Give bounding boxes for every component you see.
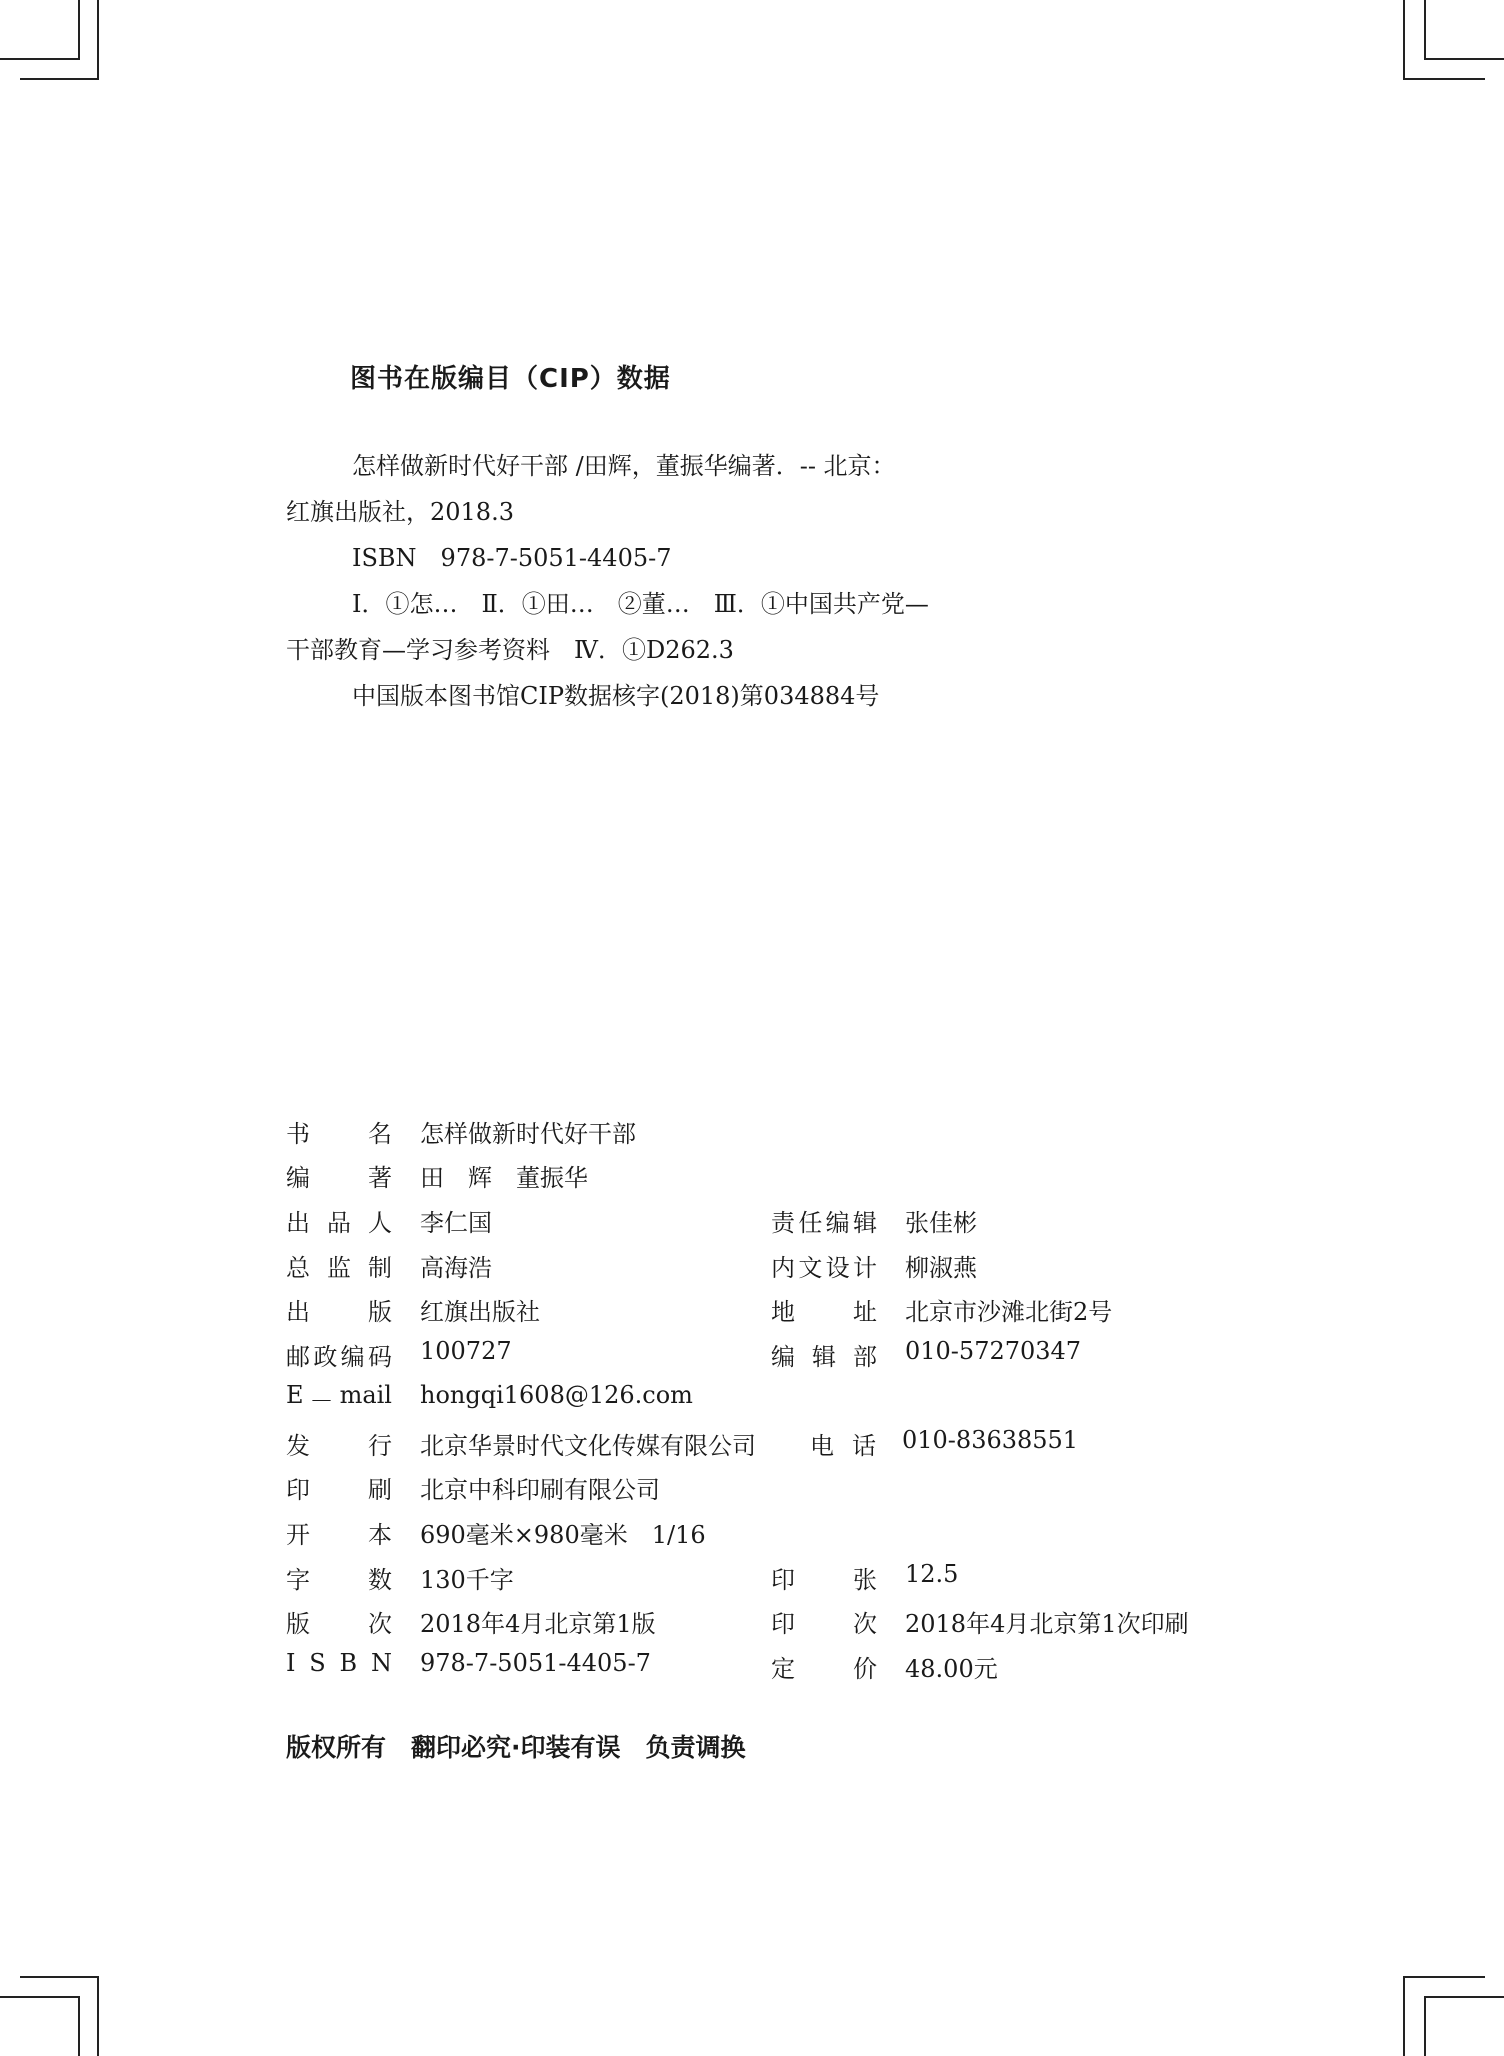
info-label-char: 次 [853, 1610, 877, 1638]
info-value: 100727 [420, 1337, 512, 1365]
info-value: 北京中科印刷有限公司 [420, 1476, 660, 1504]
cip-line: ISBN 978-7-5051-4405-7 [352, 544, 672, 572]
info-label-char: mail [339, 1381, 392, 1409]
info-label-char: 政 [313, 1343, 338, 1371]
info-value-right: 柳淑燕 [905, 1254, 977, 1282]
info-label-char: 印 [286, 1476, 310, 1504]
info-label-char: 文 [798, 1254, 823, 1282]
info-label-char: 编 [340, 1343, 365, 1371]
info-label-char: 电 [810, 1432, 834, 1460]
info-label-char: 张 [853, 1566, 877, 1594]
info-label-char: 价 [853, 1655, 877, 1683]
info-value: 2018年4月北京第1版 [420, 1610, 656, 1638]
info-label-char: 版 [286, 1610, 310, 1638]
cip-line: 中国版本图书馆CIP数据核字(2018)第034884号 [352, 682, 880, 710]
info-label-right [771, 1292, 877, 1327]
info-label-char: 编 [771, 1343, 795, 1371]
info-value-right: 张佳彬 [905, 1209, 977, 1237]
info-label-char: 行 [368, 1432, 392, 1460]
info-value: 怎样做新时代好干部 [420, 1120, 636, 1148]
info-label-right [771, 1203, 877, 1238]
cip-line: 红旗出版社，2018.3 [286, 498, 514, 526]
info-label-char: 部 [853, 1343, 877, 1371]
info-label-char: 书 [286, 1120, 310, 1148]
info-label-char: 责 [771, 1209, 795, 1237]
info-label-char: 名 [368, 1120, 392, 1148]
info-label-char: 辑 [812, 1343, 836, 1371]
info-label-char: 字 [286, 1566, 310, 1594]
info-label-char: 著 [368, 1164, 392, 1192]
info-label-right [771, 1560, 877, 1595]
info-label-right [771, 1248, 877, 1283]
info-label-char: 计 [852, 1254, 877, 1282]
info-label-char: 监 [327, 1254, 351, 1282]
info-label [286, 1604, 392, 1639]
info-label-char: 地 [771, 1298, 795, 1326]
info-label-char: N [370, 1649, 392, 1677]
info-label-char: 品 [327, 1209, 351, 1237]
info-label-char: 辑 [852, 1209, 877, 1237]
info-label [286, 1560, 392, 1595]
info-label-char: 编 [825, 1209, 850, 1237]
info-label-char: 址 [853, 1298, 877, 1326]
info-label-char: 刷 [368, 1476, 392, 1504]
info-value: 红旗出版社 [420, 1298, 540, 1326]
info-label-char: 邮 [286, 1343, 310, 1371]
info-label-char: 定 [771, 1655, 795, 1683]
cip-line: 怎样做新时代好干部 /田辉，董振华编著．-- 北京： [352, 452, 896, 480]
info-label-char: 印 [771, 1610, 795, 1638]
info-label-char: 设 [825, 1254, 850, 1282]
info-label [286, 1337, 392, 1372]
info-value-right: 北京市沙滩北街2号 [905, 1298, 1113, 1326]
info-label-char: S [309, 1649, 326, 1677]
info-label [286, 1114, 392, 1149]
info-label-char: 发 [286, 1432, 310, 1460]
info-label-char: 数 [368, 1566, 392, 1594]
info-label-char: 次 [368, 1610, 392, 1638]
info-label [286, 1292, 392, 1327]
info-label-char: 编 [286, 1164, 310, 1192]
info-value-right: 48.00元 [905, 1655, 998, 1683]
info-value: 田 辉 董振华 [420, 1164, 588, 1192]
cip-line: 干部教育—学习参考资料 Ⅳ．①D262.3 [286, 636, 734, 664]
info-value: hongqi1608@126.com [420, 1381, 693, 1409]
info-label-right [771, 1337, 877, 1372]
info-value-right: 12.5 [905, 1560, 959, 1588]
info-label-char: 制 [368, 1254, 392, 1282]
info-label-char: 印 [771, 1566, 795, 1594]
info-label-char: 开 [286, 1521, 310, 1549]
info-value: 高海浩 [420, 1254, 492, 1282]
info-value: 978-7-5051-4405-7 [420, 1649, 651, 1677]
info-label-char: － [309, 1387, 334, 1415]
info-label [286, 1248, 392, 1283]
info-label-char: 版 [368, 1298, 392, 1326]
info-label [286, 1470, 392, 1505]
info-label-char: E [286, 1381, 304, 1409]
info-label [286, 1203, 392, 1238]
info-label [286, 1381, 392, 1416]
info-label [286, 1515, 392, 1550]
info-value-right: 010-57270347 [905, 1337, 1082, 1365]
info-label-char: 人 [368, 1209, 392, 1237]
info-label [286, 1158, 392, 1193]
info-label-char: 出 [286, 1209, 310, 1237]
info-label-right [771, 1649, 877, 1684]
info-label-char: I [286, 1649, 296, 1677]
info-label-char: 内 [771, 1254, 795, 1282]
info-label-char: 出 [286, 1298, 310, 1326]
info-value-right: 010-83638551 [902, 1426, 1079, 1454]
info-label-right [771, 1604, 877, 1639]
info-label-char: 任 [798, 1209, 823, 1237]
info-label-char: 码 [367, 1343, 392, 1371]
info-value: 北京华景时代文化传媒有限公司 [420, 1432, 756, 1460]
info-value: 690毫米×980毫米 1/16 [420, 1521, 706, 1549]
info-label-char: 总 [286, 1254, 310, 1282]
info-label-char: 本 [368, 1521, 392, 1549]
info-value: 李仁国 [420, 1209, 492, 1237]
info-label-right [810, 1426, 876, 1461]
info-label [286, 1649, 392, 1677]
copyright-notice: 版权所有 翻印必究·印装有误 负责调换 [286, 1733, 746, 1762]
cip-line: Ⅰ．①怎… Ⅱ．①田… ②董… Ⅲ．①中国共产党— [352, 590, 929, 618]
info-label [286, 1426, 392, 1461]
info-label-char: 话 [852, 1432, 876, 1460]
info-label-char: B [339, 1649, 358, 1677]
info-value-right: 2018年4月北京第1次印刷 [905, 1610, 1189, 1638]
info-value: 130千字 [420, 1566, 514, 1594]
cip-title: 图书在版编目（CIP）数据 [350, 364, 671, 394]
